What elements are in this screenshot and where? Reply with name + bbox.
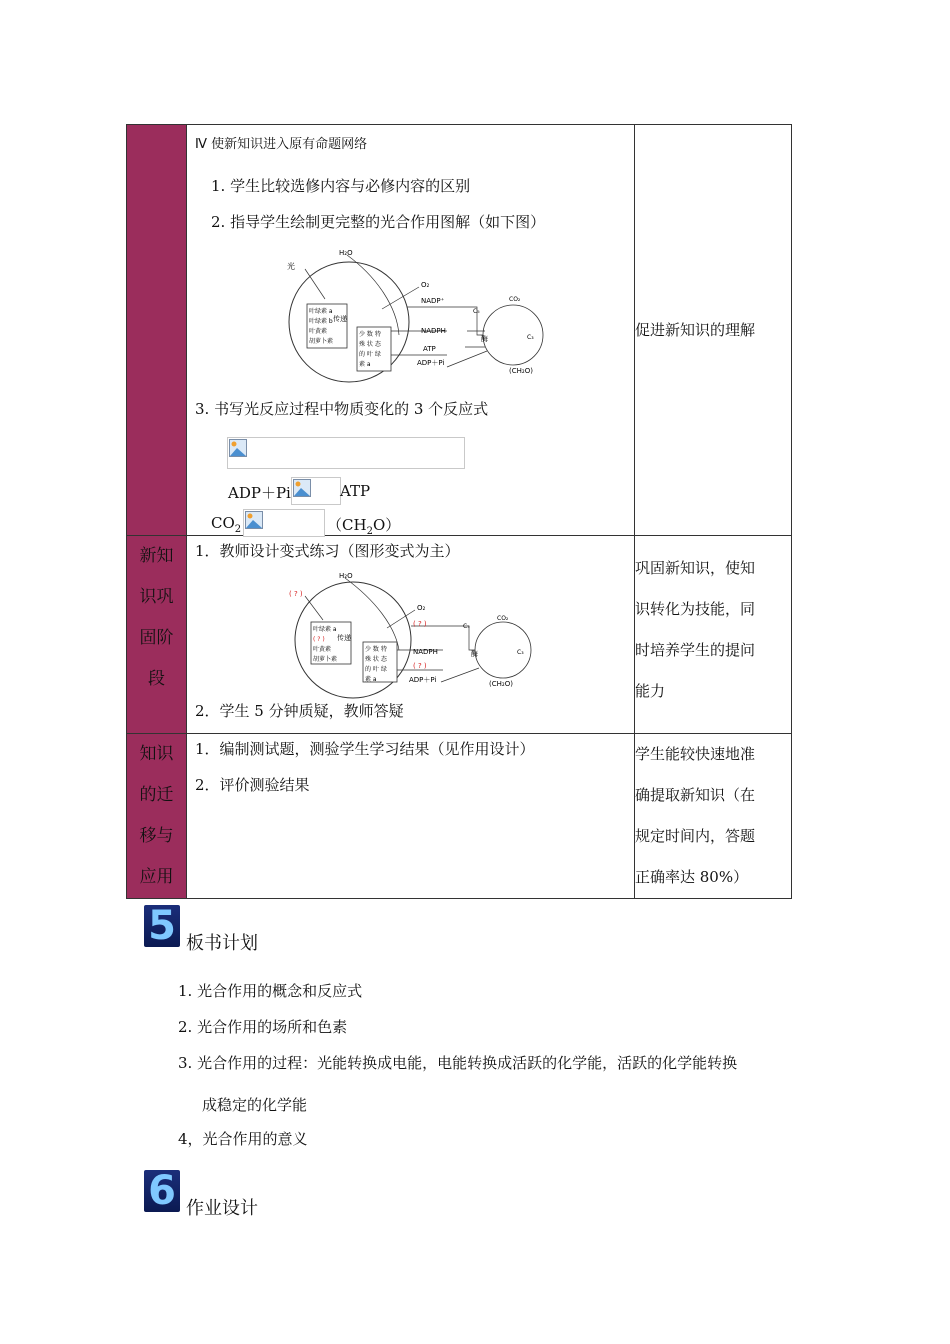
lesson-table xyxy=(126,124,792,899)
note-cell xyxy=(635,536,792,734)
svg-text:H₂O: H₂O xyxy=(339,572,353,580)
row1-item1: 1. 学生比较选修内容与必修内容的区别 xyxy=(211,177,471,195)
list-item: 成稳定的化学能 xyxy=(202,1096,308,1114)
section-title: 板书计划 xyxy=(186,933,258,954)
svg-text:NADP⁺: NADP⁺ xyxy=(421,297,445,305)
stage-label-line: 的迁 xyxy=(139,785,174,805)
variant-diagram xyxy=(283,570,539,700)
table-row xyxy=(127,125,792,536)
svg-text:O₂: O₂ xyxy=(417,604,426,612)
section-number-icon: 6 xyxy=(144,1170,180,1212)
table-row xyxy=(127,734,792,899)
row1-item3: 3. 书写光反应过程中物质变化的 3 个反应式 xyxy=(195,400,489,418)
row2-item2: 2．学生 5 分钟质疑，教师答疑 xyxy=(195,702,404,720)
broken-image-icon xyxy=(245,511,263,529)
row1-heading: Ⅳ 使新知识进入原有命题网络 xyxy=(195,137,368,152)
svg-text:殊 状 态: 殊 状 态 xyxy=(359,341,381,348)
note-cell xyxy=(635,734,792,899)
stage-cell xyxy=(127,734,187,899)
svg-text:素 a: 素 a xyxy=(359,361,371,368)
svg-text:素 a: 素 a xyxy=(365,676,377,683)
note-line: 巩固新知识，使知 xyxy=(635,559,756,577)
note-line: 学生能较快速地准 xyxy=(635,745,756,763)
arrow-image-placeholder xyxy=(243,509,325,537)
content-cell xyxy=(187,734,635,899)
svg-text:(CH₂O): (CH₂O) xyxy=(509,367,533,375)
arrow-image-placeholder xyxy=(291,477,341,505)
stage-label-line: 段 xyxy=(148,669,165,689)
eq-atp: ATP xyxy=(340,482,371,500)
note-line: 识转化为技能，同 xyxy=(635,600,756,618)
svg-text:叶绿素 a: 叶绿素 a xyxy=(309,308,333,315)
svg-text:NADPH: NADPH xyxy=(421,327,446,335)
row2-item1: 1．教师设计变式练习（图形变式为主） xyxy=(195,542,460,560)
eq-ch2o: $(CH_2O)$ xyxy=(327,516,401,537)
list-item: 2. 光合作用的场所和色素 xyxy=(178,1018,348,1036)
svg-text:C₃: C₃ xyxy=(517,649,524,656)
svg-text:C₃: C₃ xyxy=(527,334,534,341)
stage-label-line: 新知 xyxy=(139,546,174,566)
section-title: 作业设计 xyxy=(186,1198,258,1219)
svg-text:CO₂: CO₂ xyxy=(509,296,521,303)
stage-cell xyxy=(127,536,187,734)
svg-text:传递: 传递 xyxy=(337,634,351,642)
svg-text:光: 光 xyxy=(287,262,295,271)
note-line: 时培养学生的提问 xyxy=(635,641,756,659)
svg-text:叶绿素 a: 叶绿素 a xyxy=(313,626,337,633)
svg-text:C₅: C₅ xyxy=(463,623,470,630)
svg-text:( ? ): ( ? ) xyxy=(313,636,325,643)
svg-text:ADP＋Pi: ADP＋Pi xyxy=(417,359,445,367)
svg-text:O₂: O₂ xyxy=(421,281,430,289)
note-line: 能力 xyxy=(635,682,666,700)
table-row xyxy=(127,536,792,734)
svg-text:酶: 酶 xyxy=(471,650,478,658)
content-cell xyxy=(187,536,635,734)
stage-label-line: 固阶 xyxy=(139,628,174,648)
svg-text:的 叶 绿: 的 叶 绿 xyxy=(359,351,381,358)
svg-text:( ? ): ( ? ) xyxy=(289,590,303,598)
eq-co2: $CO_2$ xyxy=(211,514,242,535)
svg-text:胡萝卜素: 胡萝卜素 xyxy=(309,338,334,345)
equation-image-placeholder xyxy=(227,437,465,469)
stage-cell-empty xyxy=(127,125,187,536)
list-item: 1. 光合作用的概念和反应式 xyxy=(178,982,363,1000)
broken-image-icon xyxy=(229,439,247,457)
eq-adp-pi: ADP＋Pi xyxy=(228,484,291,502)
svg-text:CO₂: CO₂ xyxy=(497,615,509,622)
svg-text:ATP: ATP xyxy=(423,345,436,353)
svg-text:( ? ): ( ? ) xyxy=(413,620,427,628)
svg-text:的 叶 绿: 的 叶 绿 xyxy=(365,666,387,673)
svg-text:(CH₂O): (CH₂O) xyxy=(489,680,513,688)
note-line: 正确率达 80%） xyxy=(635,868,749,886)
note-line: 确提取新知识（在 xyxy=(635,786,756,804)
svg-text:叶绿素 b: 叶绿素 b xyxy=(309,318,333,325)
note-line: 规定时间内，答题 xyxy=(635,827,756,845)
stage-label-line: 识巩 xyxy=(139,587,174,607)
svg-text:少 数 特: 少 数 特 xyxy=(365,646,387,653)
svg-text:C₅: C₅ xyxy=(473,308,480,315)
section-number-icon: 5 xyxy=(144,905,180,947)
svg-text:殊 状 态: 殊 状 态 xyxy=(365,656,387,663)
row3-item1: 1．编制测试题，测验学生学习结果（见作用设计） xyxy=(195,740,535,758)
svg-text:传递: 传递 xyxy=(333,315,347,323)
row1-item2: 2. 指导学生绘制更完整的光合作用图解（如下图） xyxy=(211,213,546,231)
svg-text:ADP＋Pi: ADP＋Pi xyxy=(409,676,437,684)
svg-text:叶黄素: 叶黄素 xyxy=(313,646,332,653)
note-cell xyxy=(635,125,792,536)
photosynthesis-diagram xyxy=(287,247,557,387)
svg-text:H₂O: H₂O xyxy=(339,249,353,257)
broken-image-icon xyxy=(293,479,311,497)
row3-item2: 2．评价测验结果 xyxy=(195,776,310,794)
list-item: 3. 光合作用的过程：光能转换成电能，电能转换成活跃的化学能，活跃的化学能转换 xyxy=(178,1054,738,1072)
stage-label-line: 知识 xyxy=(139,744,174,764)
svg-text:酶: 酶 xyxy=(481,335,488,343)
content-cell xyxy=(187,125,635,536)
svg-text:叶黄素: 叶黄素 xyxy=(309,328,328,335)
svg-text:少 数 特: 少 数 特 xyxy=(359,331,381,338)
stage-label-line: 应用 xyxy=(139,867,174,887)
svg-text:NADPH: NADPH xyxy=(413,648,438,656)
row1-note: 促进新知识的理解 xyxy=(635,320,756,339)
svg-text:( ? ): ( ? ) xyxy=(413,662,427,670)
stage-label-line: 移与 xyxy=(139,826,174,846)
list-item: 4，光合作用的意义 xyxy=(178,1130,308,1148)
svg-text:胡萝卜素: 胡萝卜素 xyxy=(313,656,338,663)
